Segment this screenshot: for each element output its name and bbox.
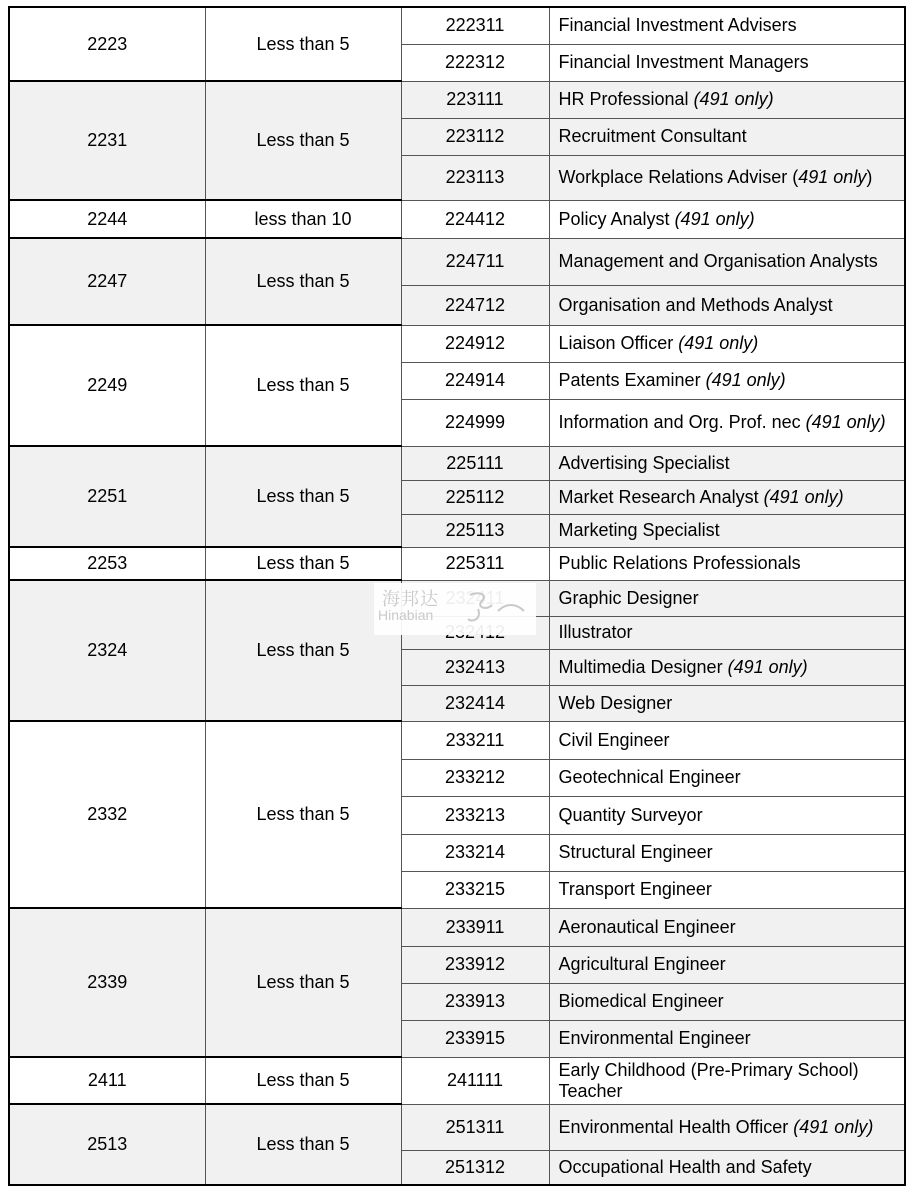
occupation-note: (491 only) bbox=[705, 370, 786, 390]
occupation-note: (491 only) bbox=[674, 208, 755, 229]
occupation-title: Agricultural Engineer bbox=[558, 954, 726, 974]
anzsco-code: 232414 bbox=[401, 685, 549, 721]
anzsco-code: 251311 bbox=[401, 1104, 549, 1150]
anzsco-code: 225113 bbox=[401, 514, 549, 547]
anzsco-code: 225112 bbox=[401, 480, 549, 514]
anzsco-code: 233915 bbox=[401, 1020, 549, 1057]
anzsco-code: 251312 bbox=[401, 1150, 549, 1185]
anzsco-code: 225111 bbox=[401, 446, 549, 480]
occupation-title: Transport Engineer bbox=[558, 879, 712, 899]
anzsco-code: 233213 bbox=[401, 796, 549, 834]
unit-group-code: 2251 bbox=[9, 446, 205, 547]
anzsco-code: 225311 bbox=[401, 547, 549, 580]
table-row bbox=[9, 1104, 905, 1150]
occupation-group bbox=[9, 721, 905, 908]
occupation-title-cell bbox=[549, 946, 905, 983]
occupation-title: Civil Engineer bbox=[558, 729, 670, 750]
table-row bbox=[9, 200, 905, 238]
occupation-title: Quantity Surveyor bbox=[558, 804, 703, 825]
invitation-count: Less than 5 bbox=[205, 446, 401, 547]
unit-group-code: 2339 bbox=[9, 908, 205, 1057]
occupation-group bbox=[9, 325, 905, 446]
invitation-count: Less than 5 bbox=[205, 721, 401, 908]
occupation-title-cell bbox=[549, 685, 905, 721]
occupation-title-cell bbox=[549, 362, 905, 399]
occupation-title-tail: ) bbox=[866, 167, 873, 187]
anzsco-code: 241111 bbox=[401, 1057, 549, 1104]
occupation-title: Multimedia Designer bbox=[558, 656, 728, 677]
invitation-count: Less than 5 bbox=[205, 325, 401, 446]
occupation-group bbox=[9, 908, 905, 1057]
occupation-title: Geotechnical Engineer bbox=[558, 767, 741, 787]
unit-group-code: 2332 bbox=[9, 721, 205, 908]
occupation-title: Market Research Analyst bbox=[558, 486, 764, 507]
unit-group-code: 2411 bbox=[9, 1057, 205, 1104]
anzsco-code: 233214 bbox=[401, 834, 549, 871]
occupation-title-cell bbox=[549, 446, 905, 480]
table-row bbox=[9, 238, 905, 285]
occupation-title-cell bbox=[549, 118, 905, 155]
occupation-title: Graphic Designer bbox=[558, 587, 699, 608]
watermark-chinese-text: 海邦达 bbox=[382, 589, 439, 609]
unit-group-code: 2249 bbox=[9, 325, 205, 446]
occupation-title-cell bbox=[549, 1020, 905, 1057]
anzsco-code: 233211 bbox=[401, 721, 549, 759]
occupation-note: (491 only) bbox=[678, 333, 759, 353]
anzsco-code: 222311 bbox=[401, 7, 549, 44]
occupation-title: Environmental Health Officer bbox=[558, 1116, 794, 1137]
anzsco-code: 223112 bbox=[401, 118, 549, 155]
invitation-count: Less than 5 bbox=[205, 908, 401, 1057]
occupation-group bbox=[9, 7, 905, 81]
occupation-title: Environmental Engineer bbox=[558, 1028, 751, 1048]
occupation-title: Structural Engineer bbox=[558, 842, 713, 862]
occupation-group bbox=[9, 547, 905, 580]
table-row bbox=[9, 81, 905, 118]
occupation-note: (491 only) bbox=[727, 656, 808, 677]
anzsco-code: 233911 bbox=[401, 908, 549, 946]
occupation-group bbox=[9, 1104, 905, 1185]
unit-group-code: 2231 bbox=[9, 81, 205, 200]
anzsco-code: 233913 bbox=[401, 983, 549, 1020]
occupation-title-cell bbox=[549, 616, 905, 649]
occupation-note: (491 only) bbox=[805, 412, 886, 432]
watermark bbox=[374, 583, 536, 635]
anzsco-code: 224999 bbox=[401, 399, 549, 446]
anzsco-code: 223111 bbox=[401, 81, 549, 118]
occupation-title-cell bbox=[549, 1104, 905, 1150]
occupation-title-cell bbox=[549, 514, 905, 547]
occupation-title-cell bbox=[549, 325, 905, 362]
unit-group-code: 2253 bbox=[9, 547, 205, 580]
occupation-title: Occupational Health and Safety bbox=[558, 1156, 812, 1177]
unit-group-code: 2223 bbox=[9, 7, 205, 81]
occupation-group bbox=[9, 446, 905, 547]
occupation-title: Financial Investment Managers bbox=[558, 52, 809, 72]
occupation-title-cell bbox=[549, 238, 905, 285]
table-row bbox=[9, 325, 905, 362]
occupation-title: Aeronautical Engineer bbox=[558, 916, 736, 937]
occupation-title: Financial Investment Advisers bbox=[558, 15, 797, 36]
occupation-title: Advertising Specialist bbox=[558, 452, 730, 473]
occupation-title: Recruitment Consultant bbox=[558, 126, 747, 146]
anzsco-code: 232413 bbox=[401, 649, 549, 685]
occupation-title-cell bbox=[549, 547, 905, 580]
anzsco-code: 233215 bbox=[401, 871, 549, 908]
occupation-title-cell bbox=[549, 44, 905, 81]
unit-group-code: 2247 bbox=[9, 238, 205, 325]
table-row bbox=[9, 721, 905, 759]
occupation-group bbox=[9, 238, 905, 325]
occupation-title-cell bbox=[549, 1150, 905, 1185]
occupation-title-cell bbox=[549, 983, 905, 1020]
occupation-title: Management and Organisation Analysts bbox=[558, 251, 878, 271]
invitation-count: Less than 5 bbox=[205, 7, 401, 81]
occupation-note: (491 only) bbox=[693, 89, 774, 109]
invitation-count: Less than 5 bbox=[205, 1057, 401, 1104]
occupation-title-cell bbox=[549, 1057, 905, 1104]
occupation-note: (491 only) bbox=[763, 486, 844, 507]
occupation-title: Policy Analyst bbox=[558, 208, 675, 229]
occupation-title-cell bbox=[549, 721, 905, 759]
occupation-title: Public Relations Professionals bbox=[558, 553, 801, 573]
anzsco-code: 223113 bbox=[401, 155, 549, 200]
anzsco-code: 224711 bbox=[401, 238, 549, 285]
occupation-title-cell bbox=[549, 580, 905, 616]
unit-group-code: 2324 bbox=[9, 580, 205, 721]
anzsco-code: 224912 bbox=[401, 325, 549, 362]
occupation-title-cell bbox=[549, 480, 905, 514]
anzsco-code: 233212 bbox=[401, 759, 549, 796]
occupation-title: Web Designer bbox=[558, 692, 673, 713]
occupation-title-cell bbox=[549, 200, 905, 238]
occupation-title: Liaison Officer bbox=[558, 333, 679, 353]
invitation-count: Less than 5 bbox=[205, 238, 401, 325]
occupation-title: Illustrator bbox=[558, 622, 633, 642]
occupation-group bbox=[9, 1057, 905, 1104]
invitation-count: Less than 5 bbox=[205, 580, 401, 721]
occupation-title-cell bbox=[549, 7, 905, 44]
invitation-count: Less than 5 bbox=[205, 81, 401, 200]
occupation-title-cell bbox=[549, 796, 905, 834]
occupation-title-cell bbox=[549, 285, 905, 325]
invitation-count: Less than 5 bbox=[205, 547, 401, 580]
occupation-title: Patents Examiner bbox=[558, 370, 706, 390]
anzsco-code: 224412 bbox=[401, 200, 549, 238]
occupation-title-cell bbox=[549, 834, 905, 871]
hinabian-swirl-logo-icon bbox=[462, 589, 528, 629]
occupation-note: 491 only bbox=[798, 167, 867, 187]
invitation-count: Less than 5 bbox=[205, 1104, 401, 1185]
anzsco-code: 224712 bbox=[401, 285, 549, 325]
occupation-title: HR Professional bbox=[558, 89, 694, 109]
occupation-group bbox=[9, 81, 905, 200]
table-row bbox=[9, 908, 905, 946]
table-row bbox=[9, 7, 905, 44]
table-row bbox=[9, 547, 905, 580]
occupation-group bbox=[9, 200, 905, 238]
occupation-title: Workplace Relations Adviser ( bbox=[558, 167, 799, 187]
occupation-title-cell bbox=[549, 649, 905, 685]
occupation-title: Information and Org. Prof. nec bbox=[558, 412, 806, 432]
anzsco-code: 222312 bbox=[401, 44, 549, 81]
occupation-title: Organisation and Methods Analyst bbox=[558, 294, 833, 315]
invitation-count: less than 10 bbox=[205, 200, 401, 238]
occupation-title: Biomedical Engineer bbox=[558, 991, 724, 1011]
watermark-english-text: Hinabian bbox=[378, 607, 434, 623]
occupation-title-cell bbox=[549, 155, 905, 200]
occupation-title: Early Childhood (Pre-Primary School) Teacher bbox=[558, 1059, 859, 1101]
occupation-note: (491 only) bbox=[793, 1116, 874, 1137]
occupation-title-cell bbox=[549, 908, 905, 946]
occupation-title-cell bbox=[549, 81, 905, 118]
unit-group-code: 2513 bbox=[9, 1104, 205, 1185]
occupation-title: Marketing Specialist bbox=[558, 520, 720, 540]
occupation-title-cell bbox=[549, 759, 905, 796]
table-row bbox=[9, 446, 905, 480]
table-row bbox=[9, 1057, 905, 1104]
unit-group-code: 2244 bbox=[9, 200, 205, 238]
occupation-title-cell bbox=[549, 871, 905, 908]
anzsco-code: 233912 bbox=[401, 946, 549, 983]
occupation-title-cell bbox=[549, 399, 905, 446]
anzsco-code: 224914 bbox=[401, 362, 549, 399]
